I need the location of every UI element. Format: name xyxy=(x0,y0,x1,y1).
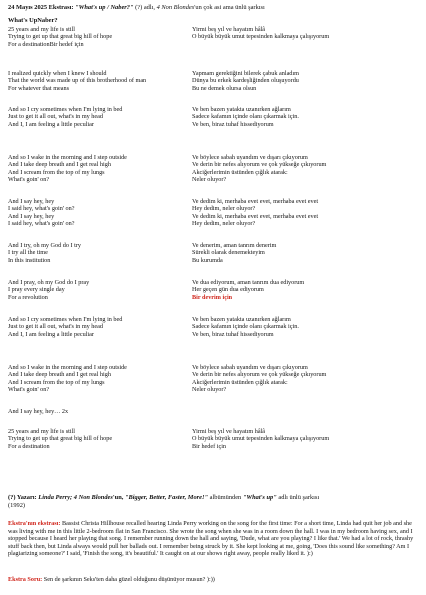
lyric-english: For a destination xyxy=(8,442,50,450)
lyric-line xyxy=(8,77,420,84)
lyric-line xyxy=(8,85,420,92)
lyric-english: I said hey, what's goin' on? xyxy=(8,220,75,228)
lyric-line xyxy=(8,161,420,168)
lyric-line xyxy=(8,169,420,176)
lyric-turkish: Yirmi beş yıl ve hayatım hâlâ xyxy=(192,428,266,435)
lyric-english: What's goin' on? xyxy=(8,386,50,394)
lyric-english: For whatever that means xyxy=(8,84,69,92)
lyric-english: Trying to get up that great big hill of hope xyxy=(8,33,113,41)
lyric-english: For a revolution xyxy=(8,293,48,301)
lyric-line xyxy=(8,213,420,220)
lyric-line xyxy=(8,286,420,293)
lyric-turkish: Bu ne demek olursa olsun xyxy=(192,84,257,92)
lyric-line xyxy=(8,257,420,264)
lyric-english: And so I wake in the morning and I step outside xyxy=(8,154,127,161)
lyric-english: Just to get it all out, what's in my head xyxy=(8,323,103,331)
lyric-line xyxy=(8,26,420,33)
document-title xyxy=(8,4,265,12)
lyric-turkish: Ve ben, biraz tuhaf hissediyorum xyxy=(192,330,274,338)
stanza xyxy=(8,198,420,228)
lyric-line xyxy=(8,435,420,442)
lyric-english: I realized quickly when I knew I should xyxy=(8,70,107,77)
lyric-english: And I, I am feeling a little peculiar xyxy=(8,330,94,338)
author-song: "What's up" xyxy=(242,494,277,501)
lyric-english: And I try, oh my God do I try xyxy=(8,242,81,249)
lyric-line xyxy=(8,176,420,183)
extra-label: Ekstra'nın ekstrası: xyxy=(8,520,61,527)
lyric-line xyxy=(8,364,420,371)
lyric-english: And so I cry sometimes when I'm lying in bed xyxy=(8,316,123,323)
lyric-english: I pray every single day xyxy=(8,286,65,294)
lyric-turkish: Bir devrim için xyxy=(192,293,233,301)
lyric-line xyxy=(8,386,420,393)
lyric-line xyxy=(8,198,420,205)
stanza xyxy=(8,316,420,338)
lyric-line xyxy=(8,279,420,286)
lyric-line xyxy=(8,371,420,378)
title-date: 24 Mayıs 2025 Ekstrası: xyxy=(8,4,76,11)
lyric-turkish: Neler oluyor? xyxy=(192,386,227,394)
lyric-turkish: Dünya bu erkek kardeşliğinden oluşuyordu xyxy=(192,77,299,85)
lyric-english: I said hey, what's goin' on? xyxy=(8,205,75,213)
lyric-english: And so I wake in the morning and I step outside xyxy=(8,364,127,371)
lyric-english: And I, I am feeling a little peculiar xyxy=(8,120,94,128)
author-year: (1992) xyxy=(8,502,26,509)
stanza xyxy=(8,242,420,264)
lyric-turkish: Ve dua ediyorum, aman tanrım dua ediyorum xyxy=(192,279,305,286)
author-question-mark: (?) xyxy=(8,494,17,501)
lyric-line xyxy=(8,113,420,120)
lyric-english: And I say hey, hey xyxy=(8,212,55,220)
stanza xyxy=(8,428,420,450)
author-label: Yazarı: xyxy=(16,494,37,501)
stanza xyxy=(8,279,420,301)
stanza xyxy=(8,154,420,184)
lyric-line xyxy=(8,294,420,301)
lyric-turkish: Yirmi beş yıl ve hayatım hâlâ xyxy=(192,26,266,33)
lyrics-subheading: What's UpNaber? xyxy=(8,17,58,24)
lyric-turkish: Bir hedef için xyxy=(192,442,227,450)
lyric-turkish: Neler oluyor? xyxy=(192,176,227,184)
lyric-line xyxy=(8,154,420,161)
lyric-turkish: O büyük büyük umut tepesinden kalkmaya çalışıyorum xyxy=(192,33,330,41)
question-text: Sen de şarkının Seks'ten daha güzel olduğunu düşünüyor musun? ):)) xyxy=(42,576,215,583)
lyric-english: That the world was made up of this brotherhood of man xyxy=(8,77,147,85)
title-suffix: 'un çok asi ama ünlü şarkısı xyxy=(194,4,265,11)
lyric-english: Trying to get up that great big hill of hope xyxy=(8,435,113,443)
lyric-line xyxy=(8,242,420,249)
lyric-line xyxy=(8,316,420,323)
lyric-english: 25 years and my life is still xyxy=(8,26,76,33)
lyric-turkish: Ve dedim ki, merhaba evet evet, merhaba evet evet xyxy=(192,198,319,205)
lyric-turkish: O büyük büyük umut tepesinden kalkmaya çalışıyorum xyxy=(192,435,330,443)
lyric-turkish: Akciğerlerimin üstünden çığlık atarak: xyxy=(192,168,288,176)
title-song: "What's up / Naber?" xyxy=(75,4,134,11)
lyric-line xyxy=(8,33,420,40)
author-after-album: albümünden xyxy=(208,494,243,501)
lyric-line xyxy=(8,323,420,330)
lyric-english: And I take deep breath and I get real high xyxy=(8,371,111,379)
lyric-line xyxy=(8,249,420,256)
lyric-turkish: Bu kurumda xyxy=(192,256,223,264)
extra-text: Bassist Christa Hillhouse recalled hearing Linda Perry working on the song for the first time: For a short time, Linda had quit her job and she was living with me in this little 2-bedroom flat in San Francisco. She wrote the song when she was in a room down the hall. I was in my bedroom having sex, and I stopped because I heard her playing that song. I remember running down the hall and saying, 'Dude, what are you playing? I like that.' We had a lot of rock, thrashy stuff back then, but Linda always would pull her ballads out. I remember being struck by it. She kept looking at me, going, 'Does this sound like something? Am I plagiarizing someone?' I said, 'Finish the song, it's beautiful.' It caught on at our shows right away, people really liked it. ):) xyxy=(8,520,414,558)
title-band: 4 Non Blondes xyxy=(156,4,195,11)
lyric-turkish: Ve derin bir nefes alıyorum ve çok yükseğe çıkıyorum xyxy=(192,161,327,169)
lyric-english: And I say hey, hey… 2x xyxy=(8,408,69,415)
lyric-line xyxy=(8,106,420,113)
lyric-english: And so I cry sometimes when I'm lying in bed xyxy=(8,106,123,113)
lyric-turkish: Ve ben bazen yatakta uzanırken ağlarım xyxy=(192,106,291,113)
lyric-english: In this institution xyxy=(8,256,51,264)
lyric-turkish: Ve ben, biraz tuhaf hissediyorum xyxy=(192,120,274,128)
lyric-turkish xyxy=(192,408,420,415)
lyric-turkish: Akciğerlerimin üstünden çığlık atarak: xyxy=(192,378,288,386)
stanza xyxy=(8,106,420,128)
lyric-english: Just to get it all out, what's in my head xyxy=(8,113,103,121)
extra-question xyxy=(8,576,215,583)
lyric-english: 25 years and my life is still xyxy=(8,428,76,435)
stanza xyxy=(8,408,420,415)
lyric-turkish: Her geçen gün dua ediyorum xyxy=(192,286,264,294)
lyric-english: What's goin' on? xyxy=(8,176,50,184)
lyric-line xyxy=(8,121,420,128)
lyric-english: And I scream from the top of my lungs xyxy=(8,168,105,176)
author-tail: adlı ünlü şarkısı xyxy=(276,494,320,501)
lyric-line xyxy=(8,331,420,338)
lyric-turkish: Sadece kafamın içinde olanı çıkarmak için. xyxy=(192,113,299,121)
title-mid: (?) adlı, xyxy=(133,4,157,11)
lyric-english: For a destinationBir hedef için xyxy=(8,40,84,48)
lyric-line xyxy=(8,205,420,212)
lyric-english: And I say hey, hey xyxy=(8,198,55,205)
lyric-english: And I scream from the top of my lungs xyxy=(8,378,105,386)
author-album: "Bigger, Better, Faster, More!" xyxy=(124,494,209,501)
lyric-line xyxy=(8,70,420,77)
lyric-english: And I take deep breath and I get real high xyxy=(8,161,111,169)
lyric-english: And I pray, oh my God do I pray xyxy=(8,279,90,286)
lyric-line xyxy=(8,428,420,435)
stanza xyxy=(8,26,420,48)
lyric-line xyxy=(8,408,420,415)
lyric-turkish: Ve böylece sabah uyandım ve dışarı çıkıyorum xyxy=(192,154,308,161)
lyric-line xyxy=(8,41,420,48)
author-band: 4 Non Blondes xyxy=(73,494,113,501)
author-paragraph xyxy=(8,494,420,510)
lyric-turkish: Ve ben bazen yatakta uzanırken ağlarım xyxy=(192,316,291,323)
lyric-turkish: Sürekli olarak denemekteyim xyxy=(192,249,265,257)
lyric-turkish: Ve böylece sabah uyandım ve dışarı çıkıyorum xyxy=(192,364,308,371)
lyric-turkish: Yapmam gerektiğini bilerek çabuk anladım xyxy=(192,70,299,77)
author-name: Linda Perry; xyxy=(36,494,74,501)
extra-paragraph xyxy=(8,520,420,558)
lyric-line xyxy=(8,379,420,386)
lyric-turkish: Hey dedim, neler oluyor? xyxy=(192,220,256,228)
lyric-turkish: Ve denerim, aman tanrım denerim xyxy=(192,242,277,249)
stanza xyxy=(8,364,420,394)
lyric-line xyxy=(8,220,420,227)
stanza xyxy=(8,70,420,92)
author-mid: 'un, xyxy=(112,494,125,501)
lyric-english: I try all the time xyxy=(8,249,48,257)
question-label: Ekstra Soru: xyxy=(8,576,43,583)
lyric-turkish: Ve dedim ki, merhaba evet evet, merhaba evet evet xyxy=(192,212,319,220)
lyric-turkish: Ve derin bir nefes alıyorum ve çok yükseğe çıkıyorum xyxy=(192,371,327,379)
lyric-turkish: Sadece kafamın içinde olanı çıkarmak için. xyxy=(192,323,299,331)
lyric-turkish xyxy=(192,41,420,48)
lyric-turkish: Hey dedim, neler oluyor? xyxy=(192,205,256,213)
lyric-line xyxy=(8,443,420,450)
